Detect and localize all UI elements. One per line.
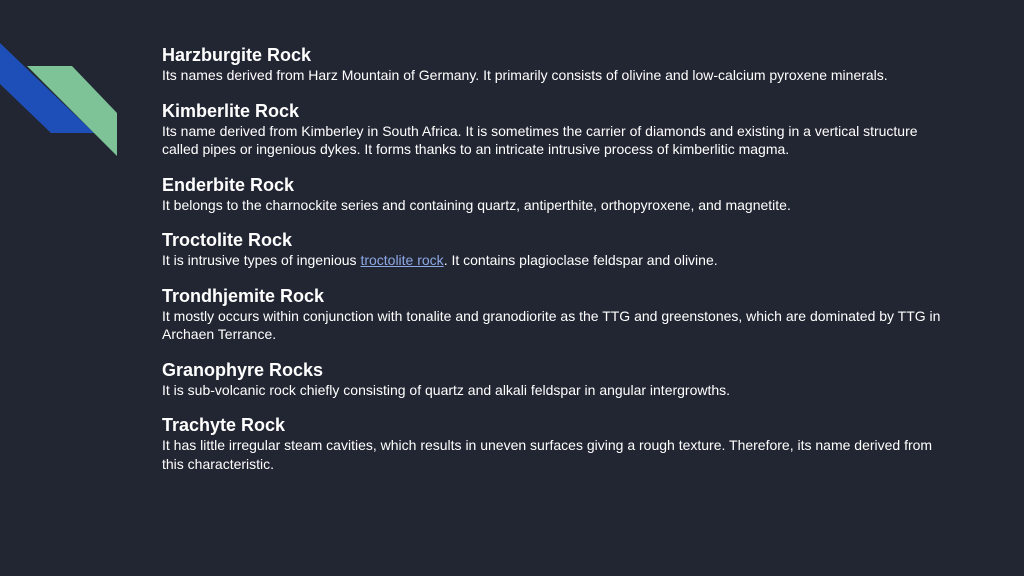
section-trachyte <box>162 414 942 473</box>
section-harzburgite <box>162 44 942 85</box>
section-title: Enderbite Rock <box>162 174 295 195</box>
section-title: Troctolite Rock <box>162 230 293 250</box>
text-before-link: It is intrusive types of ingenious <box>162 252 361 268</box>
section-title: Trachyte Rock <box>162 415 286 435</box>
section-text: It is sub-volcanic rock chiefly consisting of quartz and alkali feldspar in angular intergrowths. <box>162 381 731 398</box>
section-title: Harzburgite Rock <box>162 45 312 65</box>
text-after-link: . It contains plagioclase feldspar and olivine. <box>443 252 718 268</box>
decorative-ribbon <box>0 0 130 170</box>
section-text <box>162 251 942 270</box>
section-enderbite <box>162 174 942 215</box>
troctolite-rock-link[interactable]: troctolite rock <box>360 252 444 268</box>
section-text: It has little irregular steam cavities, which results in uneven surfaces giving a rough texture. Therefore, its name derived from this characteristic. <box>162 437 933 472</box>
section-kimberlite <box>162 100 942 159</box>
section-trondhjemite <box>162 285 942 344</box>
section-title: Granophyre Rocks <box>162 359 324 380</box>
section-title: Kimberlite Rock <box>162 100 300 121</box>
section-troctolite <box>162 229 942 270</box>
section-text: Its name derived from Kimberley in South Africa. It is sometimes the carrier of diamonds and existing in a vertical structure called pipes or ingenious dykes. It forms thanks to an intricate intrusive process of kimberlitic magma. <box>162 122 918 157</box>
section-text: Its names derived from Harz Mountain of Germany. It primarily consists of olivine and low-calcium pyroxene minerals. <box>162 67 888 83</box>
section-granophyre <box>162 359 942 400</box>
section-title: Trondhjemite Rock <box>162 285 325 306</box>
content-area <box>162 44 942 488</box>
section-text: It mostly occurs within conjunction with tonalite and granodiorite as the TTG and greenstones, which are dominated by TTG in Archaen Terrance. <box>162 307 941 342</box>
section-text: It belongs to the charnockite series and containing quartz, antiperthite, orthopyroxene, and magnetite. <box>162 196 791 213</box>
